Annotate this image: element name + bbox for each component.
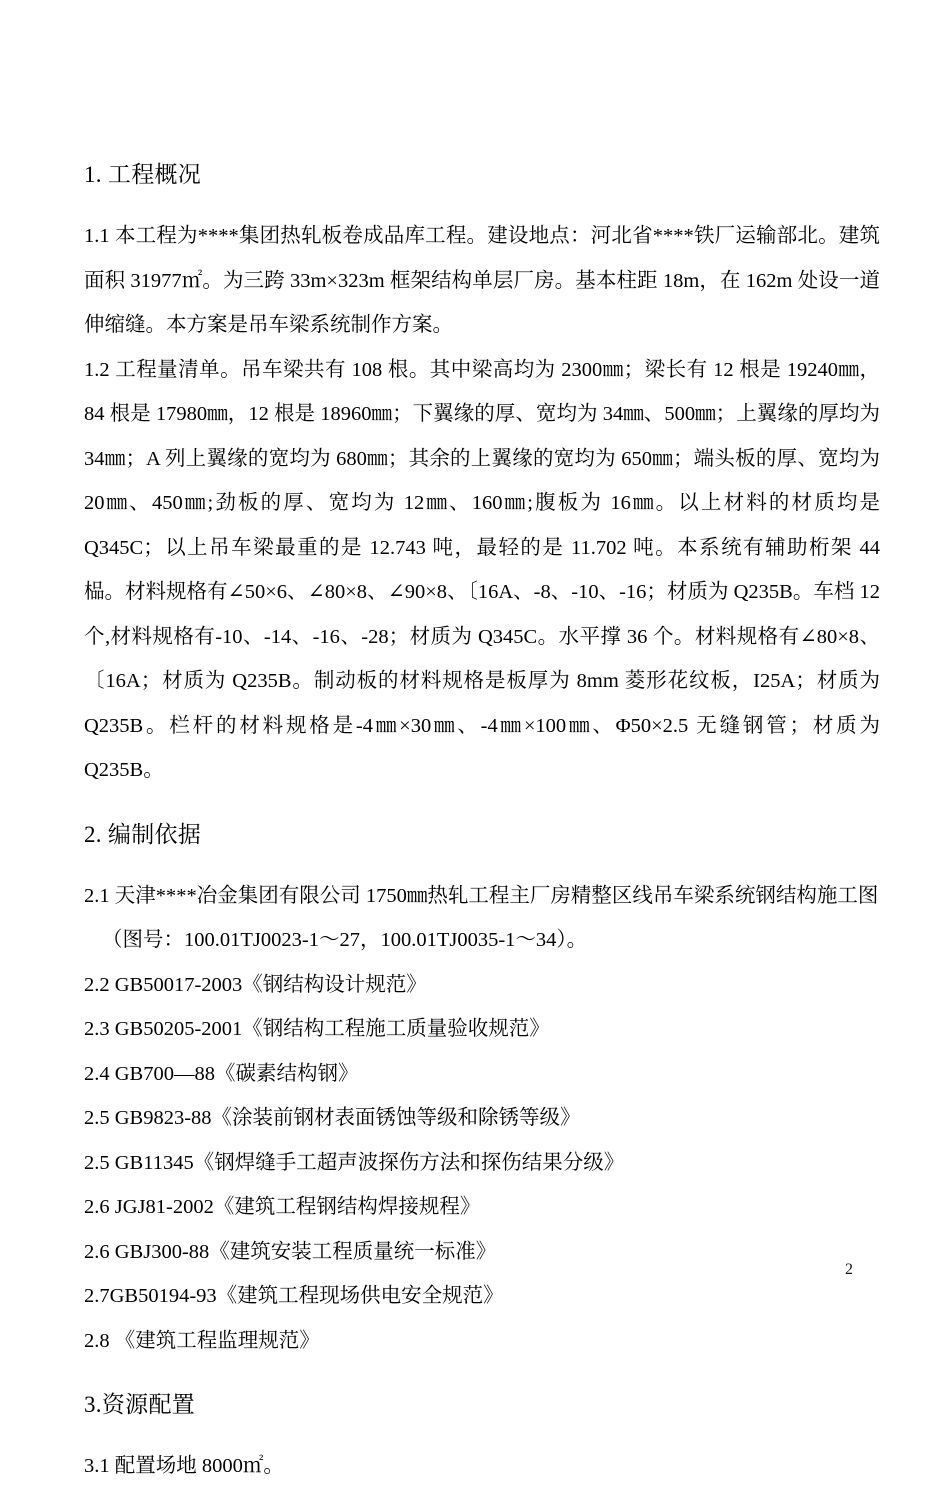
heading-section-2: 2. 编制依据 xyxy=(84,821,202,847)
reference-2-5-b: 2.5 GB11345《钢焊缝手工超声波探伤方法和探伤结果分级》 xyxy=(84,1151,625,1174)
spacer xyxy=(84,1363,880,1393)
heading-section-1: 1. 工程概况 xyxy=(84,162,202,187)
reference-2-7: 2.7GB50194-93《建筑工程现场供电安全规范》 xyxy=(84,1285,504,1307)
reference-2-2: 2.2 GB50017-2003《钢结构设计规范》 xyxy=(84,973,427,996)
paragraph-3-1: 3.1 配置场地 8000㎡。 xyxy=(84,1455,284,1477)
reference-2-1-line-1: 2.1 天津****冶金集团有限公司 1750㎜热轧工程主厂房精整区线吊车梁系统钢结构施工图 xyxy=(84,884,879,907)
reference-2-6-a: 2.6 JGJ81-2002《建筑工程钢结构焊接规程》 xyxy=(84,1196,481,1218)
heading-section-3: 3.资源配置 xyxy=(84,1392,196,1417)
paragraph-1-1: 1.1 本工程为****集团热轧板卷成品库工程。建设地点：河北省****铁厂运输部北。建筑面积 31977㎡。为三跨 33m×323m 框架结构单层厂房。基本柱距 18m，在 162m 处设一道伸缩缝。本方案是吊车梁系统制作方案。 xyxy=(84,225,880,336)
spacer xyxy=(84,1416,880,1444)
document-body xyxy=(84,163,880,1489)
spacer xyxy=(84,793,880,823)
reference-2-6-b: 2.6 GBJ300-88《建筑安装工程质量统一标准》 xyxy=(84,1240,497,1263)
reference-2-4: 2.4 GB700—88《碳素结构钢》 xyxy=(84,1062,359,1085)
reference-2-5-a: 2.5 GB9823-88《涂装前钢材表面锈蚀等级和除锈等级》 xyxy=(84,1107,581,1129)
reference-2-1-line-2: （图号：100.01TJ0023-1～27，100.01TJ0035-1～34）。 xyxy=(102,929,588,951)
spacer xyxy=(84,846,880,874)
page-number: 2 xyxy=(845,1261,853,1278)
paragraph-1-2: 1.2 工程量清单。吊车梁共有 108 根。其中梁高均为 2300㎜；梁长有 12 根是 19240㎜，84 根是 17980㎜，12 根是 18960㎜；下翼缘的厚、宽均为 34㎜、500㎜；上翼缘的厚均为 34㎜；A 列上翼缘的宽均为 680㎜；其余的上翼缘的宽均为 650㎜；端头板的厚、宽均为 20㎜、450㎜;劲板的厚、宽均为 12㎜、160㎜;腹板为 16㎜。以上材料的材质均是 Q345C；以上吊车梁最重的是 12.743 吨，最轻的是 11.702 吨。本系统有辅助桁架 44 榀。材料规格有∠50×6、∠80×8、∠90×8、〔16A、-8、-10、-16；材质为 Q235B。车档 12 个,材料规格有-10、-14、-16、-28；材质为 Q345C。水平撑 36 个。材料规格有∠80×8、〔16A；材质为 Q235B。制动板的材料规格是板厚为 8mm 菱形花纹板，I25A；材质为 Q235B。栏杆的材料规格是-4㎜×30㎜、-4㎜×100㎜、Φ50×2.5 无缝钢管；材质为 Q235B。 xyxy=(84,358,880,781)
spacer xyxy=(84,186,880,214)
reference-2-8: 2.8 《建筑工程监理规范》 xyxy=(84,1329,320,1352)
reference-2-3: 2.3 GB50205-2001《钢结构工程施工质量验收规范》 xyxy=(84,1018,550,1040)
